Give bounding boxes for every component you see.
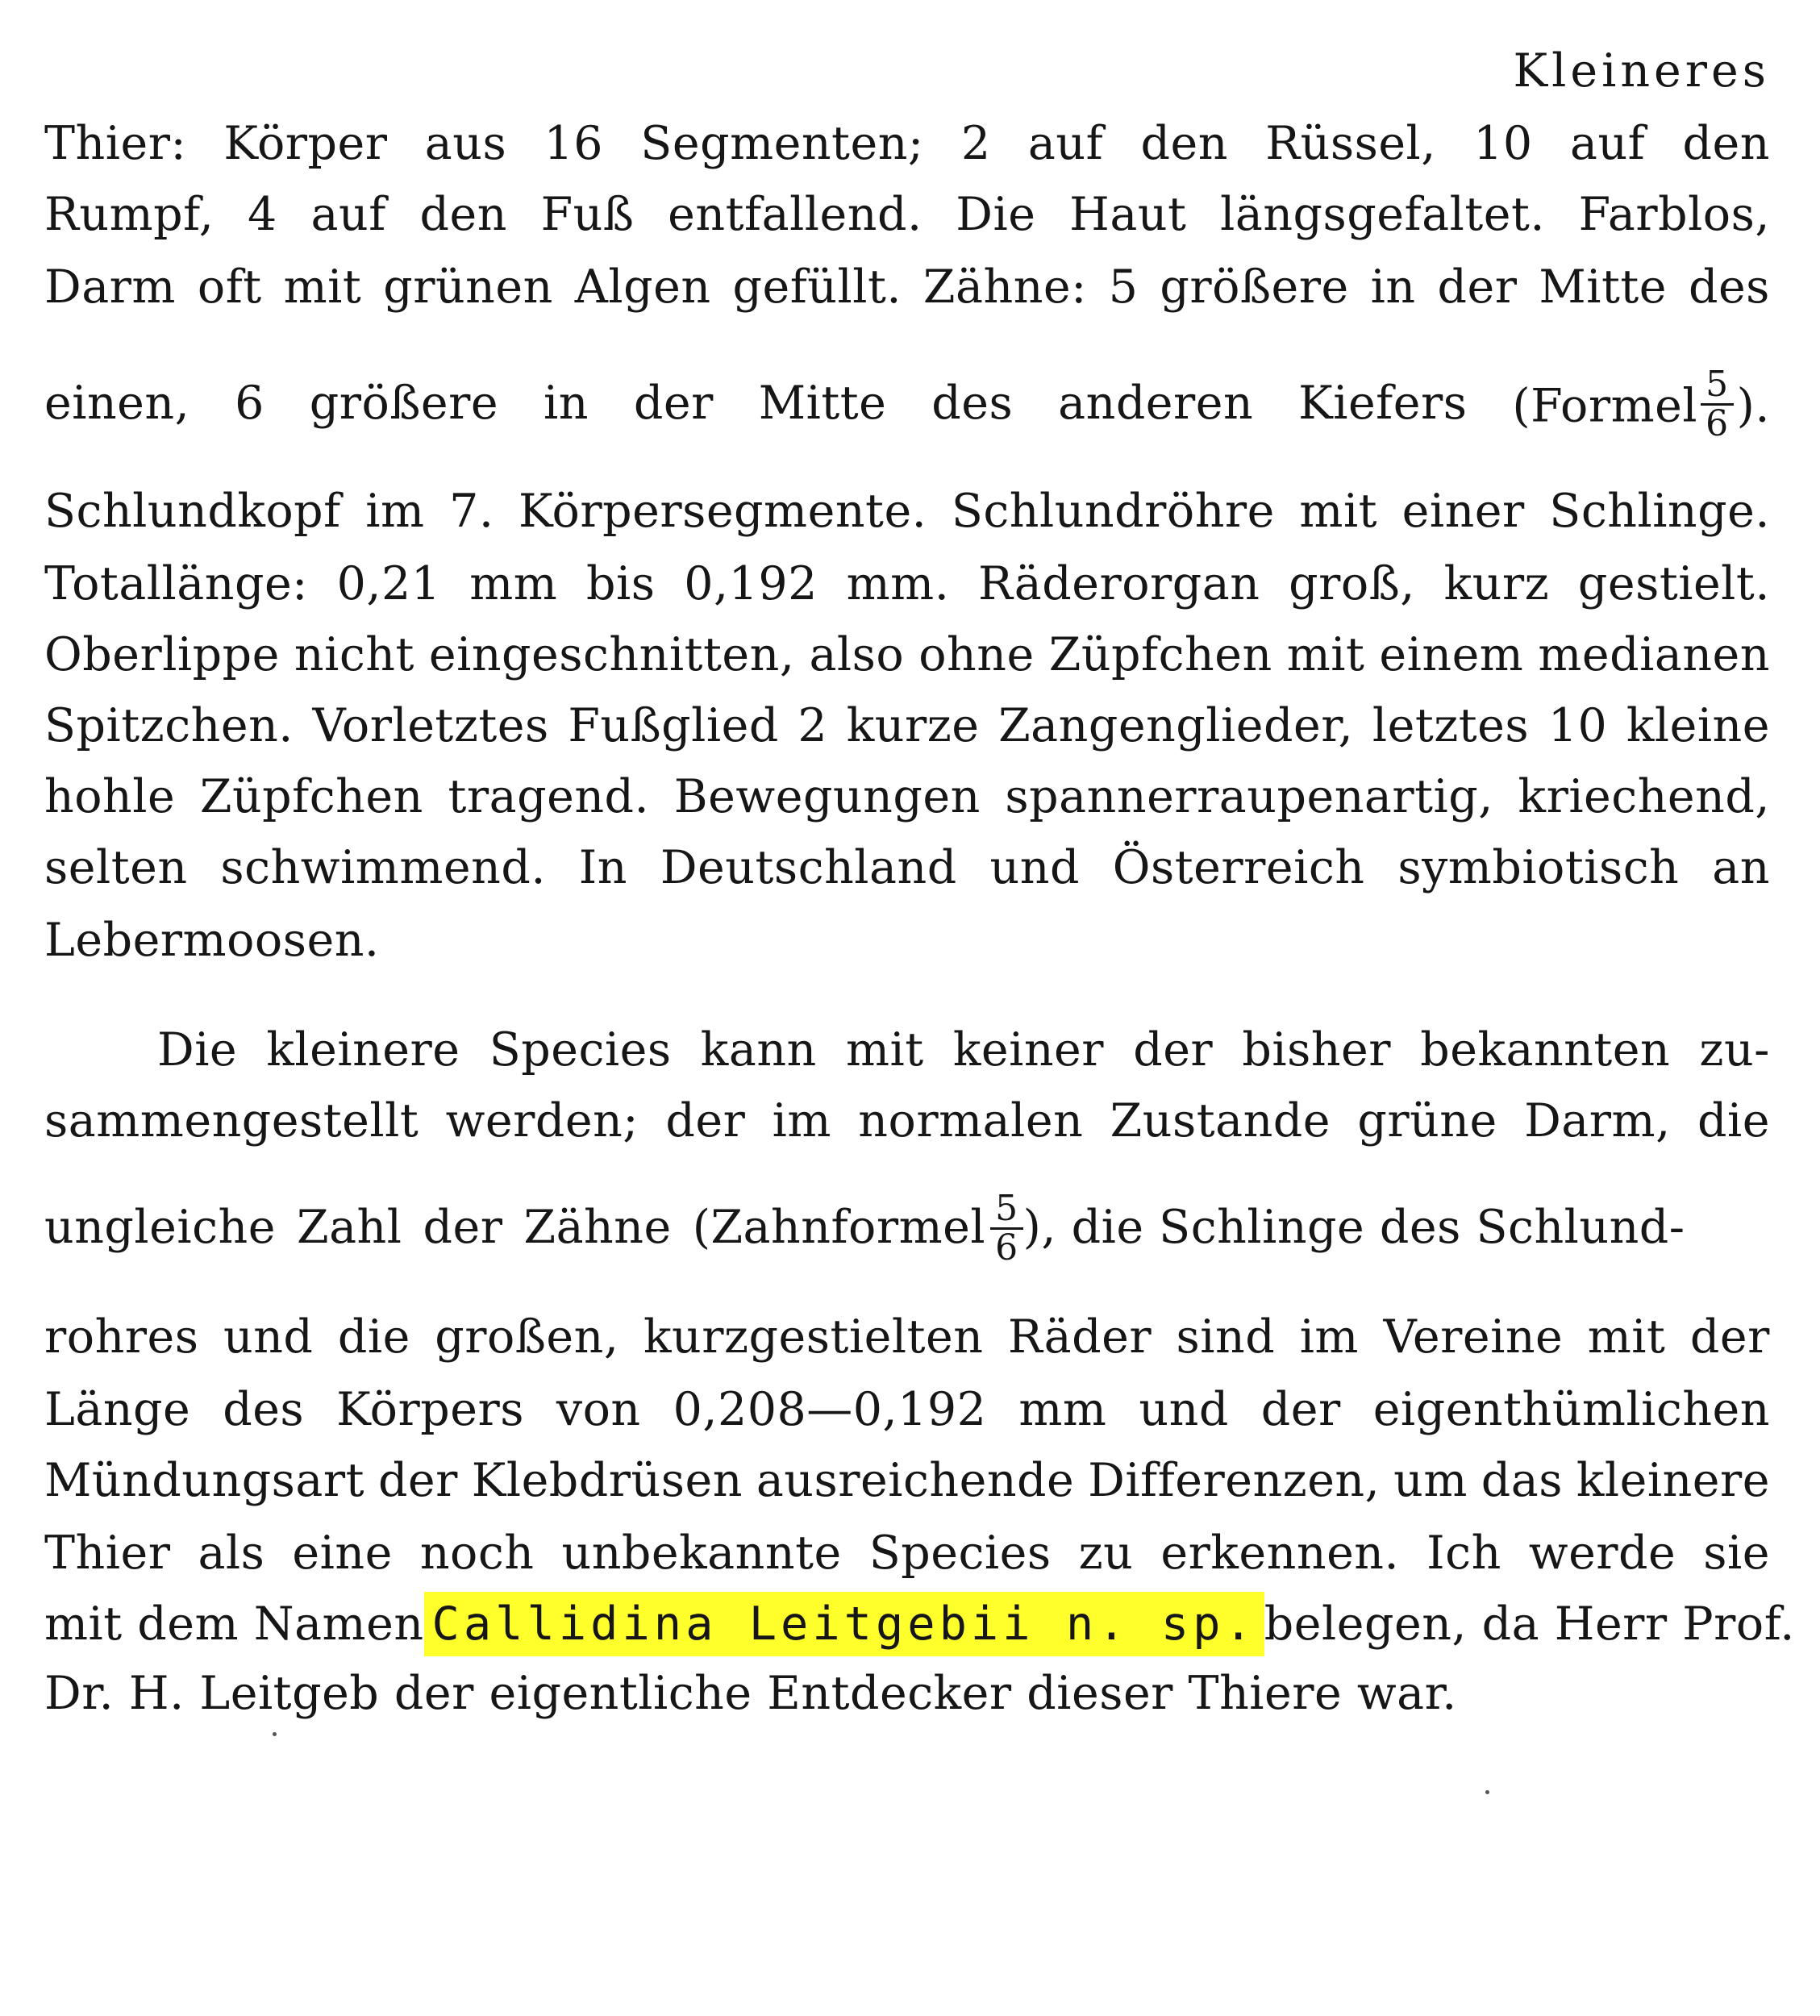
word: spannerraupenartig, <box>1005 770 1493 823</box>
fraction-numerator: 5 <box>1701 366 1734 406</box>
print-speck <box>273 1732 277 1736</box>
word: 16 <box>544 117 604 170</box>
text-line-1 <box>44 39 1770 103</box>
word: Thier <box>44 1527 171 1580</box>
word: Österreich <box>1112 841 1365 894</box>
word: rohres <box>44 1310 199 1364</box>
word: gestielt. <box>1577 557 1770 610</box>
word: (Zahnformel <box>692 1201 986 1254</box>
word: Die <box>956 188 1036 241</box>
word: noch <box>419 1527 535 1580</box>
word: einer <box>1401 485 1525 538</box>
word: In <box>578 841 628 894</box>
word: kleinere <box>1576 1454 1770 1507</box>
word: bisher <box>1242 1023 1392 1077</box>
word: Mündungsart <box>44 1454 365 1507</box>
word: keiner <box>952 1023 1105 1077</box>
word: groß, <box>1289 557 1415 610</box>
word: Zangenglieder, <box>998 699 1354 752</box>
word: mit <box>1587 1310 1666 1364</box>
word: symbiotisch <box>1397 841 1680 894</box>
word: der <box>665 1094 746 1148</box>
word: aus <box>424 117 507 170</box>
word: in <box>544 377 589 430</box>
word: werden; <box>445 1094 639 1148</box>
word: oft <box>197 260 262 314</box>
word: Fußglied <box>568 699 779 752</box>
word: Lebermoosen. <box>44 914 380 967</box>
word: kurz <box>1443 557 1550 610</box>
word: 2 <box>798 699 828 752</box>
word: größere <box>1160 260 1349 314</box>
word: ), die Schlinge des Schlund- <box>1022 1201 1685 1254</box>
word: längsgefaltet. <box>1220 188 1545 241</box>
word: auf <box>1027 117 1104 170</box>
word: Klebdrüsen <box>471 1454 743 1507</box>
word: der <box>1437 260 1518 314</box>
word: zu <box>1078 1527 1134 1580</box>
word: selten <box>44 841 188 894</box>
print-speck <box>1485 1790 1489 1794</box>
word: den <box>1682 117 1770 170</box>
word: mit <box>283 260 362 314</box>
word: 2 <box>960 117 991 170</box>
word: als <box>198 1527 265 1580</box>
word: Länge <box>44 1383 191 1436</box>
tooth-formula-fraction <box>1701 366 1734 443</box>
word: größere <box>309 377 499 430</box>
word: Totallänge: <box>44 557 308 610</box>
word: der <box>1689 1310 1770 1364</box>
word: mit <box>845 1023 924 1077</box>
word: Ich <box>1426 1527 1501 1580</box>
text-line-20 <box>44 1592 1795 1656</box>
word: mit dem Namen <box>44 1597 424 1651</box>
word: um <box>1393 1454 1468 1507</box>
word: Species <box>868 1527 1052 1580</box>
word: 0,192 <box>684 557 818 610</box>
word: kriechend, <box>1518 770 1770 823</box>
text-line-7 <box>44 552 1770 616</box>
word: ). <box>1736 379 1770 433</box>
word: mm <box>1018 1383 1107 1436</box>
word: eine <box>292 1527 393 1580</box>
word: bekannten <box>1420 1023 1671 1077</box>
text-line-14 <box>44 1089 1770 1153</box>
word: kleinere <box>266 1023 460 1077</box>
word: letztes <box>1372 699 1530 752</box>
word: 4 <box>248 188 277 241</box>
fraction-numerator: 5 <box>990 1190 1023 1230</box>
word: sammengestellt <box>44 1094 419 1148</box>
word: grünen <box>383 260 553 314</box>
word: Haut <box>1069 188 1187 241</box>
text-line-11 <box>44 835 1770 900</box>
word: die <box>1697 1094 1770 1148</box>
word: der <box>1260 1383 1341 1436</box>
word: normalen <box>858 1094 1084 1148</box>
word: anderen <box>1058 377 1254 430</box>
word: in <box>1370 260 1416 314</box>
word: im <box>1299 1310 1359 1364</box>
highlighted-species-name: Callidina Leitgebii n. sp. <box>424 1592 1264 1656</box>
word: Zahl <box>296 1201 402 1254</box>
word: von <box>556 1383 641 1436</box>
word: Schlinge. <box>1549 485 1770 538</box>
word: werde <box>1528 1527 1676 1580</box>
word: Species <box>489 1023 672 1077</box>
word: Körpersegmente. <box>518 485 927 538</box>
word: Zähne: <box>922 260 1087 314</box>
word: Darm, <box>1524 1094 1671 1148</box>
word: Segmenten; <box>640 117 924 170</box>
text-line-5 <box>44 364 1770 448</box>
word: des <box>931 377 1014 430</box>
word: Fuß <box>540 188 635 241</box>
word: im <box>365 485 425 538</box>
word: einen, <box>44 377 190 430</box>
word: Körper <box>223 117 388 170</box>
word: auf <box>1569 117 1646 170</box>
word: Züpfchen <box>199 770 423 823</box>
text-line-13 <box>157 1018 1770 1082</box>
word: zu- <box>1699 1023 1770 1077</box>
fraction-denominator: 6 <box>1705 403 1729 444</box>
word: der <box>1133 1023 1214 1077</box>
word: Kiefers <box>1298 377 1468 430</box>
text-line-9 <box>44 694 1770 758</box>
word: mit <box>1286 628 1365 681</box>
word: Differenzen, <box>1088 1454 1381 1507</box>
word: kurzgestielten <box>643 1310 984 1364</box>
word: Farblos, <box>1578 188 1770 241</box>
word: medianen <box>1538 628 1770 681</box>
word: Rumpf, <box>44 188 214 241</box>
word: 6 <box>235 377 264 430</box>
text-line-2 <box>44 111 1770 176</box>
text-line-18 <box>44 1448 1770 1513</box>
word: mm. <box>846 557 950 610</box>
word: 0,208—0,192 <box>673 1383 987 1436</box>
word: Mitte <box>758 377 887 430</box>
word: tragend. <box>448 770 650 823</box>
word: an <box>1712 841 1770 894</box>
word: Algen <box>574 260 711 314</box>
word: Räderorgan <box>978 557 1260 610</box>
word: grüne <box>1357 1094 1497 1148</box>
word: auf <box>310 188 386 241</box>
word: Züpfchen <box>1048 628 1272 681</box>
word: kleine <box>1626 699 1770 752</box>
word: Bewegungen <box>673 770 981 823</box>
text-line-3 <box>44 182 1770 247</box>
text-line-6 <box>44 479 1770 544</box>
word: Die <box>157 1023 238 1077</box>
word: das <box>1481 1454 1563 1507</box>
text-line-8 <box>44 623 1770 687</box>
word: Mitte <box>1539 260 1668 314</box>
word: Oberlippe <box>44 628 280 681</box>
word: 5 <box>1108 260 1139 314</box>
word: des <box>223 1383 305 1436</box>
word: ausreichende <box>756 1454 1075 1507</box>
word: 0,21 <box>336 557 441 610</box>
word: und <box>1139 1383 1229 1436</box>
word: Kleineres <box>1513 44 1770 98</box>
word: entfallend. <box>668 188 922 241</box>
word: großen, <box>435 1310 619 1364</box>
word: Thier: <box>44 117 187 170</box>
word: 10 <box>1547 699 1608 752</box>
word: eingeschnitten, <box>428 628 795 681</box>
text-line-17 <box>44 1377 1770 1442</box>
word: mit <box>1299 485 1378 538</box>
word: Vereine <box>1383 1310 1564 1364</box>
word: (Formel <box>1512 379 1698 433</box>
text-line-15 <box>44 1188 1770 1272</box>
text-line-12 <box>44 908 1770 973</box>
word: 7. <box>449 485 494 538</box>
word: erkennen. <box>1160 1527 1400 1580</box>
word: den <box>419 188 507 241</box>
word: Spitzchen. <box>44 699 294 752</box>
word: 10 <box>1473 117 1533 170</box>
word: Rüssel, <box>1265 117 1436 170</box>
word: des <box>1688 260 1770 314</box>
word: Schlundröhre <box>951 485 1275 538</box>
word: nicht <box>294 628 414 681</box>
word: Schlundkopf <box>44 485 341 538</box>
text-line-21 <box>44 1661 1770 1726</box>
text-line-10 <box>44 764 1770 829</box>
word: unbekannte <box>561 1527 842 1580</box>
word: gefüllt. <box>732 260 902 314</box>
text-line-4 <box>44 255 1770 319</box>
word: und <box>989 841 1080 894</box>
text-line-19 <box>44 1521 1770 1585</box>
word: Deutschland <box>660 841 957 894</box>
tooth-formula-fraction <box>990 1190 1044 1267</box>
word: belegen, da Herr Prof. <box>1264 1597 1795 1651</box>
word: Zähne <box>523 1201 672 1254</box>
word: Zustande <box>1110 1094 1331 1148</box>
word: Körpers <box>336 1383 524 1436</box>
word: einem <box>1379 628 1524 681</box>
word: sie <box>1703 1527 1770 1580</box>
word: schwimmend. <box>220 841 546 894</box>
word: der <box>377 1454 458 1507</box>
word: Dr. H. Leitgeb der eigentliche Entdecker dieser Thiere war. <box>44 1667 1457 1720</box>
word: die <box>337 1310 410 1364</box>
word: hohle <box>44 770 176 823</box>
word: den <box>1140 117 1228 170</box>
word: der <box>633 377 714 430</box>
word: also <box>809 628 905 681</box>
word: mm <box>469 557 558 610</box>
word: Darm <box>44 260 176 314</box>
word: kurze <box>846 699 980 752</box>
formula-group <box>1512 364 1770 448</box>
word: und <box>223 1310 314 1364</box>
word: ohne <box>918 628 1035 681</box>
word: der <box>423 1201 503 1254</box>
text-line-16 <box>44 1305 1770 1369</box>
word: eigenthümlichen <box>1372 1383 1770 1436</box>
fraction-denominator: 6 <box>995 1227 1018 1268</box>
word: Vorletztes <box>312 699 549 752</box>
word: ungleiche <box>44 1201 276 1254</box>
word: bis <box>586 557 656 610</box>
word: Räder <box>1007 1310 1152 1364</box>
word: sind <box>1176 1310 1276 1364</box>
word: im <box>772 1094 831 1148</box>
word: kann <box>700 1023 817 1077</box>
